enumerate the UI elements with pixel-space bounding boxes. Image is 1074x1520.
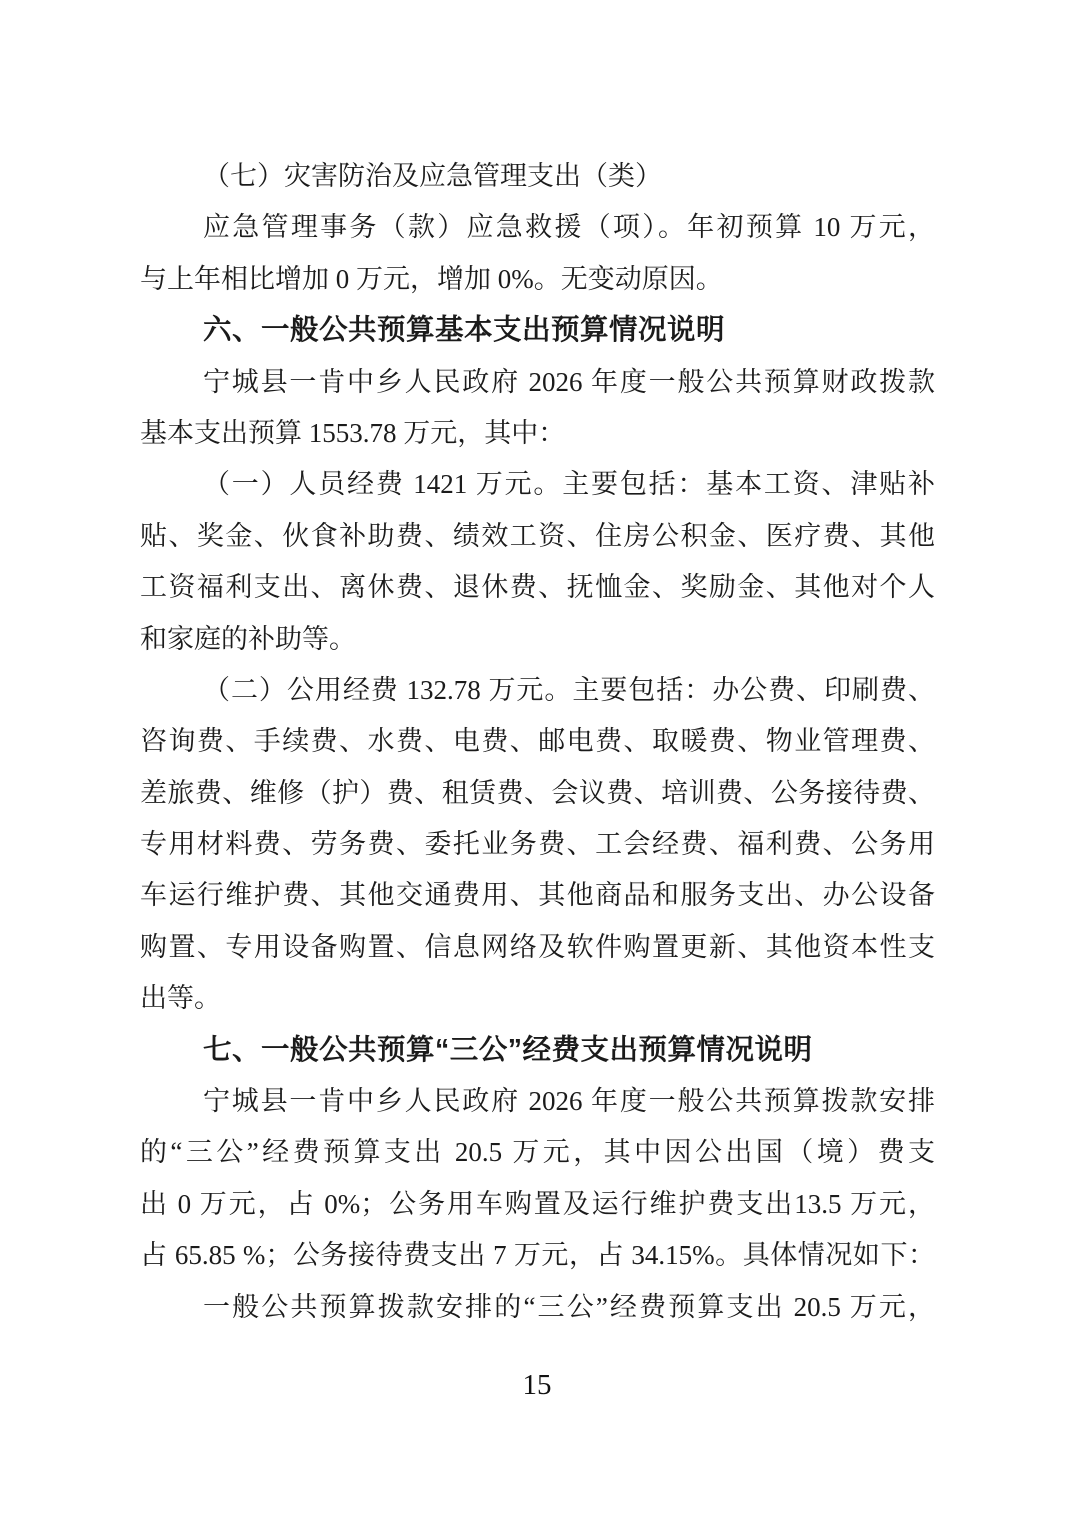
section-heading-seven: 七、一般公共预算“三公”经费支出预算情况说明 xyxy=(203,1033,813,1066)
doc-line: 占 65.85 %；公务接待费支出 7 万元，占 34.15%。具体情况如下： xyxy=(140,1240,935,1271)
doc-line: 工资福利支出、离休费、退休费、抚恤金、奖励金、其他对个人 xyxy=(140,572,935,603)
doc-line: 差旅费、维修（护）费、租赁费、会议费、培训费、公务接待费、 xyxy=(140,777,935,808)
document-body xyxy=(140,151,935,1333)
doc-line: 基本支出预算 1553.78 万元，其中： xyxy=(140,417,566,448)
doc-line: 应急管理事务（款）应急救援（项）。年初预算 10 万元， xyxy=(203,212,935,243)
doc-line: （七）灾害防治及应急管理支出（类） xyxy=(203,161,662,191)
doc-line: 和家庭的补助等。 xyxy=(140,623,356,654)
doc-line: 出 0 万元，占 0%；公务用车购置及运行维护费支出13.5 万元， xyxy=(140,1188,935,1219)
page-number: 15 xyxy=(522,1369,552,1401)
doc-line: 车运行维护费、其他交通费用、其他商品和服务支出、办公设备 xyxy=(140,880,935,911)
doc-line: 贴、奖金、伙食补助费、绩效工资、住房公积金、医疗费、其他 xyxy=(140,520,935,551)
doc-line: 咨询费、手续费、水费、电费、邮电费、取暖费、物业管理费、 xyxy=(140,726,935,757)
section-heading-six: 六、一般公共预算基本支出预算情况说明 xyxy=(203,314,726,347)
doc-line: （二）公用经费 132.78 万元。主要包括：办公费、印刷费、 xyxy=(203,674,935,705)
doc-line: 购置、专用设备购置、信息网络及软件购置更新、其他资本性支 xyxy=(140,931,935,962)
doc-line: （一）人员经费 1421 万元。主要包括：基本工资、津贴补 xyxy=(203,469,935,500)
doc-line: 的“三公”经费预算支出 20.5 万元，其中因公出国（境）费支 xyxy=(140,1137,935,1168)
doc-line: 一般公共预算拨款安排的“三公”经费预算支出 20.5 万元， xyxy=(203,1291,935,1322)
doc-line: 宁城县一肯中乡人民政府 2026 年度一般公共预算拨款安排 xyxy=(203,1086,935,1117)
doc-line: 专用材料费、劳务费、委托业务费、工会经费、福利费、公务用 xyxy=(140,829,935,860)
doc-line: 出等。 xyxy=(140,983,221,1014)
doc-line: 宁城县一肯中乡人民政府 2026 年度一般公共预算财政拨款 xyxy=(203,366,935,397)
doc-line: 与上年相比增加 0 万元，增加 0%。无变动原因。 xyxy=(140,263,723,294)
